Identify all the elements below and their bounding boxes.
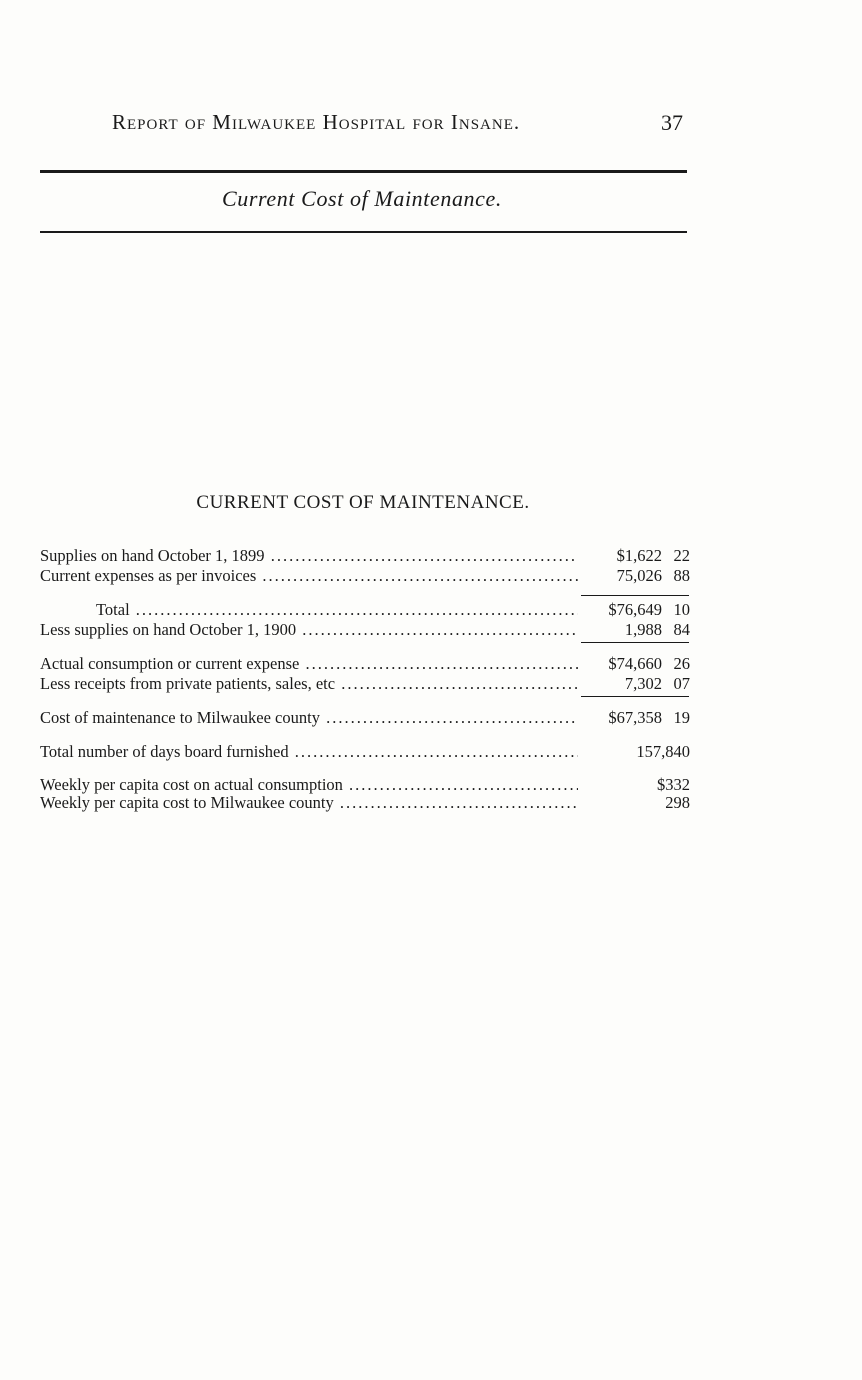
ledger-row [40,546,692,566]
row-label: Total ..... [96,600,578,620]
row-cents: 84 [673,620,690,639]
row-dollars: 7,302 [624,674,662,693]
row-label: Actual consumption or current expense ..... [40,654,578,674]
ledger-row [40,776,692,794]
sum-rule [581,595,689,596]
row-dollars: $1,622 [616,546,662,565]
row-dollars: $67,358 [608,708,662,727]
row-cents: 07 [673,674,690,693]
ledger-row [40,600,692,620]
row-dollars: 298 [665,793,690,812]
row-label: Total number of days board furnished ..... [40,742,578,762]
row-label: Weekly per capita cost to Milwaukee county ..... [40,794,578,812]
row-cents: 10 [673,600,690,619]
row-dollars: $76,649 [608,600,662,619]
row-label: Current expenses as per invoices ..... [40,566,578,586]
row-label: Less receipts from private patients, sales, etc ..... [40,674,578,694]
ledger-row [40,794,692,812]
row-dollars: $74,660 [608,654,662,673]
header-rule [40,170,687,173]
ledger-row [40,620,692,640]
row-label: Less supplies on hand October 1, 1900 ..... [40,620,578,640]
table-title: CURRENT COST OF MAINTENANCE. [196,492,530,513]
row-dollars: 75,026 [616,566,662,585]
sum-rule [581,642,689,643]
running-head: Report of Milwaukee Hospital for Insane. [112,110,521,134]
cost-ledger [40,546,692,812]
section-rule [40,231,687,233]
row-dollars: 157,840 [636,742,690,761]
row-label: Supplies on hand October 1, 1899 ..... [40,546,578,566]
row-dollars: 1,988 [624,620,662,639]
row-cents: 19 [673,708,690,727]
row-cents: 22 [673,546,690,565]
spacer [40,728,692,742]
ledger-row [40,674,692,694]
sum-rule [581,696,689,697]
spacer [40,762,692,776]
row-cents: 26 [673,654,690,673]
row-label: Cost of maintenance to Milwaukee county ..... [40,708,578,728]
spacer [40,586,692,600]
ledger-row [40,708,692,728]
ledger-row [40,566,692,586]
row-dollars: $332 [657,775,690,794]
spacer [40,694,692,708]
row-label: Weekly per capita cost on actual consumption ..... [40,776,578,794]
ledger-row [40,654,692,674]
spacer [40,640,692,654]
section-title: Current Cost of Maintenance. [222,186,502,211]
row-cents: 88 [673,566,690,585]
ledger-row [40,742,692,762]
page-number: 37 [661,110,683,135]
